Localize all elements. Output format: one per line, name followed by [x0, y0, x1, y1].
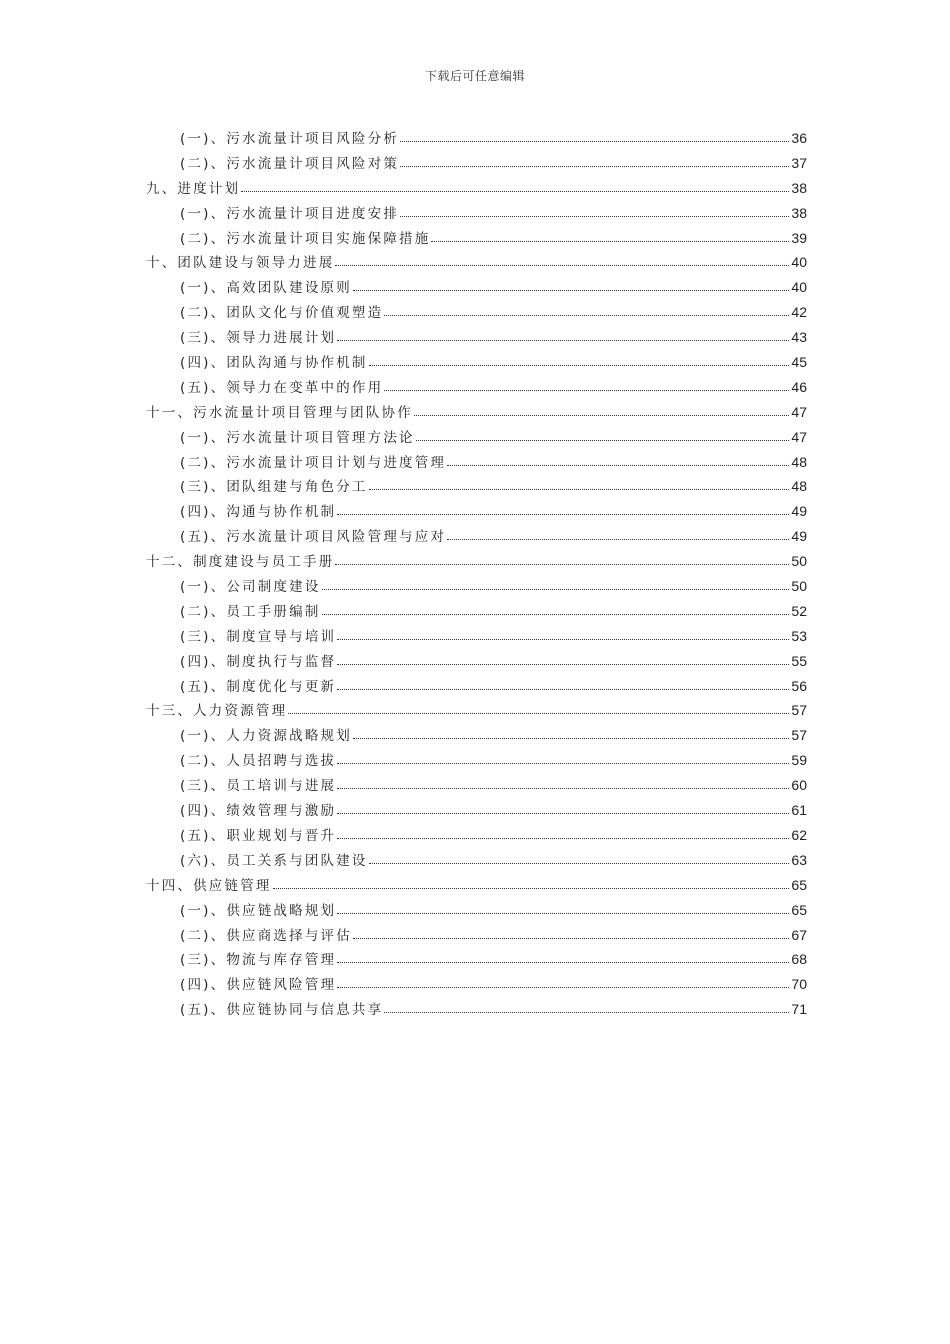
- toc-page-number: 42: [791, 304, 807, 321]
- toc-entry-title: 十三、人力资源管理: [146, 703, 288, 720]
- toc-page-number: 43: [791, 329, 807, 346]
- toc-page-number: 39: [791, 229, 807, 246]
- toc-dot-leader: [384, 304, 789, 318]
- toc-dot-leader: [335, 553, 789, 567]
- toc-chapter-entry[interactable]: [146, 698, 807, 723]
- toc-dot-leader: [416, 428, 789, 442]
- toc-page-number: 40: [791, 254, 807, 271]
- toc-dot-leader: [369, 354, 789, 368]
- page-header: 下载后可任意编辑: [424, 69, 525, 83]
- toc-page-number: 48: [791, 453, 807, 470]
- toc-page-number: 37: [791, 154, 807, 171]
- toc-section-entry[interactable]: [146, 923, 807, 948]
- toc-section-entry[interactable]: [146, 798, 807, 823]
- toc-dot-leader: [337, 652, 789, 666]
- toc-dot-leader: [337, 826, 789, 840]
- toc-entry-title: (五)、制度优化与更新: [180, 678, 337, 695]
- toc-page-number: 49: [791, 503, 807, 520]
- toc-section-entry[interactable]: [146, 226, 807, 251]
- toc-page-number: 53: [791, 627, 807, 644]
- toc-dot-leader: [337, 901, 789, 915]
- toc-dot-leader: [353, 279, 789, 293]
- toc-section-entry[interactable]: [146, 151, 807, 176]
- toc-entry-title: 十、团队建设与领导力进展: [146, 255, 335, 272]
- toc-page-number: 63: [791, 851, 807, 868]
- toc-entry-title: (一)、污水流量计项目风险分析: [180, 131, 400, 147]
- toc-dot-leader: [288, 702, 789, 716]
- toc-section-entry[interactable]: [146, 350, 807, 375]
- toc-entry-title: (一)、公司制度建设: [180, 579, 321, 596]
- toc-dot-leader: [337, 627, 789, 641]
- toc-section-entry[interactable]: [146, 848, 807, 873]
- toc-section-entry[interactable]: [146, 325, 807, 350]
- toc-entry-title: (三)、物流与库存管理: [180, 952, 337, 969]
- toc-section-entry[interactable]: [146, 898, 807, 923]
- toc-page-number: 56: [791, 677, 807, 694]
- toc-page-number: 48: [791, 478, 807, 495]
- toc-page-number: 52: [791, 602, 807, 619]
- toc-entry-title: (二)、团队文化与价值观塑造: [180, 305, 384, 322]
- toc-page-number: 36: [791, 130, 807, 146]
- toc-section-entry[interactable]: [146, 126, 807, 151]
- toc-dot-leader: [431, 229, 789, 243]
- toc-entry-title: 十四、供应链管理: [146, 877, 272, 894]
- toc-chapter-entry[interactable]: [146, 250, 807, 275]
- toc-dot-leader: [337, 951, 789, 965]
- toc-page-number: 38: [791, 204, 807, 221]
- toc-dot-leader: [337, 976, 789, 990]
- toc-entry-title: (五)、职业规划与晋升: [180, 827, 337, 844]
- toc-section-entry[interactable]: [146, 649, 807, 674]
- toc-dot-leader: [337, 777, 789, 791]
- toc-section-entry[interactable]: [146, 599, 807, 624]
- toc-chapter-entry[interactable]: [146, 400, 807, 425]
- toc-entry-title: 九、进度计划: [146, 180, 241, 197]
- toc-page-number: 57: [791, 702, 807, 719]
- toc-dot-leader: [322, 578, 789, 592]
- toc-section-entry[interactable]: [146, 275, 807, 300]
- toc-dot-leader: [400, 204, 789, 218]
- toc-dot-leader: [273, 876, 789, 890]
- toc-dot-leader: [400, 154, 789, 168]
- toc-section-entry[interactable]: [146, 674, 807, 699]
- toc-dot-leader: [353, 727, 789, 741]
- toc-entry-title: (四)、沟通与协作机制: [180, 504, 337, 521]
- toc-dot-leader: [335, 254, 789, 268]
- toc-section-entry[interactable]: [146, 300, 807, 325]
- toc-section-entry[interactable]: [146, 574, 807, 599]
- toc-entry-title: 十二、制度建设与员工手册: [146, 554, 335, 571]
- toc-dot-leader: [447, 453, 789, 467]
- toc-page-number: 50: [791, 578, 807, 595]
- toc-chapter-entry[interactable]: [146, 873, 807, 898]
- toc-dot-leader: [384, 378, 789, 392]
- toc-dot-leader: [369, 478, 789, 492]
- toc-entry-title: (三)、制度宣导与培训: [180, 628, 337, 645]
- table-of-contents: [146, 126, 807, 1022]
- toc-entry-title: (三)、员工培训与进展: [180, 778, 337, 795]
- toc-dot-leader: [337, 752, 789, 766]
- toc-entry-title: (四)、绩效管理与激励: [180, 803, 337, 820]
- toc-section-entry[interactable]: [146, 823, 807, 848]
- toc-page-number: 67: [791, 926, 807, 943]
- toc-dot-leader: [322, 602, 789, 616]
- toc-dot-leader: [384, 1001, 789, 1015]
- toc-page-number: 46: [791, 378, 807, 395]
- toc-entry-title: (四)、制度执行与监督: [180, 653, 337, 670]
- toc-dot-leader: [353, 926, 789, 940]
- toc-page-number: 61: [791, 802, 807, 819]
- toc-entry-title: (二)、污水流量计项目实施保障措施: [180, 230, 431, 247]
- toc-dot-leader: [337, 802, 789, 816]
- toc-entry-title: (五)、供应链协同与信息共享: [180, 1002, 384, 1019]
- toc-entry-title: (二)、污水流量计项目计划与进度管理: [180, 454, 447, 471]
- toc-section-entry[interactable]: [146, 450, 807, 475]
- toc-page-number: 38: [791, 179, 807, 196]
- toc-section-entry[interactable]: [146, 773, 807, 798]
- toc-entry-title: (二)、人员招聘与选拔: [180, 753, 337, 770]
- toc-page-number: 47: [791, 403, 807, 420]
- toc-entry-title: (四)、团队沟通与协作机制: [180, 355, 368, 372]
- toc-page-number: 65: [791, 876, 807, 893]
- toc-section-entry[interactable]: [146, 375, 807, 400]
- toc-section-entry[interactable]: [146, 624, 807, 649]
- toc-entry-title: (二)、污水流量计项目风险对策: [180, 155, 400, 172]
- toc-dot-leader: [447, 528, 789, 542]
- toc-dot-leader: [337, 329, 789, 343]
- toc-page-number: 68: [791, 951, 807, 968]
- toc-entry-title: (三)、团队组建与角色分工: [180, 479, 368, 496]
- toc-section-entry[interactable]: [146, 524, 807, 549]
- toc-entry-title: (四)、供应链风险管理: [180, 977, 337, 994]
- toc-section-entry[interactable]: [146, 997, 807, 1022]
- toc-page-number: 49: [791, 528, 807, 545]
- toc-page-number: 59: [791, 752, 807, 769]
- toc-entry-title: (五)、污水流量计项目风险管理与应对: [180, 529, 447, 546]
- toc-page-number: 45: [791, 354, 807, 371]
- toc-page-number: 50: [791, 553, 807, 570]
- toc-chapter-entry[interactable]: [146, 549, 807, 574]
- toc-chapter-entry[interactable]: [146, 176, 807, 201]
- toc-entry-title: (一)、污水流量计项目管理方法论: [180, 429, 415, 446]
- toc-section-entry[interactable]: [146, 748, 807, 773]
- toc-entry-title: (六)、员工关系与团队建设: [180, 852, 368, 869]
- toc-entry-title: 十一、污水流量计项目管理与团队协作: [146, 404, 413, 421]
- toc-entry-title: (一)、污水流量计项目进度安排: [180, 205, 400, 222]
- toc-page-number: 60: [791, 777, 807, 794]
- toc-page-number: 70: [791, 976, 807, 993]
- toc-dot-leader: [414, 403, 789, 417]
- toc-section-entry[interactable]: [146, 425, 807, 450]
- toc-section-entry[interactable]: [146, 499, 807, 524]
- toc-dot-leader: [369, 851, 789, 865]
- toc-page-number: 47: [791, 428, 807, 445]
- toc-dot-leader: [337, 503, 789, 517]
- toc-page-number: 55: [791, 652, 807, 669]
- toc-entry-title: (二)、供应商选择与评估: [180, 927, 352, 944]
- toc-page-number: 62: [791, 826, 807, 843]
- toc-entry-title: (一)、高效团队建设原则: [180, 280, 352, 297]
- toc-entry-title: (五)、领导力在变革中的作用: [180, 379, 384, 396]
- toc-section-entry[interactable]: [146, 947, 807, 972]
- toc-page-number: 57: [791, 727, 807, 744]
- toc-page-number: 65: [791, 901, 807, 918]
- toc-page-number: 40: [791, 279, 807, 296]
- toc-entry-title: (一)、供应链战略规划: [180, 902, 337, 919]
- toc-entry-title: (三)、领导力进展计划: [180, 330, 337, 347]
- toc-dot-leader: [241, 179, 789, 193]
- toc-dot-leader: [337, 677, 789, 691]
- toc-section-entry[interactable]: [146, 474, 807, 499]
- toc-section-entry[interactable]: [146, 723, 807, 748]
- toc-entry-title: (一)、人力资源战略规划: [180, 728, 352, 745]
- toc-page-number: 71: [791, 1001, 807, 1018]
- toc-section-entry[interactable]: [146, 972, 807, 997]
- toc-dot-leader: [400, 130, 789, 144]
- toc-entry-title: (二)、员工手册编制: [180, 603, 321, 620]
- toc-section-entry[interactable]: [146, 201, 807, 226]
